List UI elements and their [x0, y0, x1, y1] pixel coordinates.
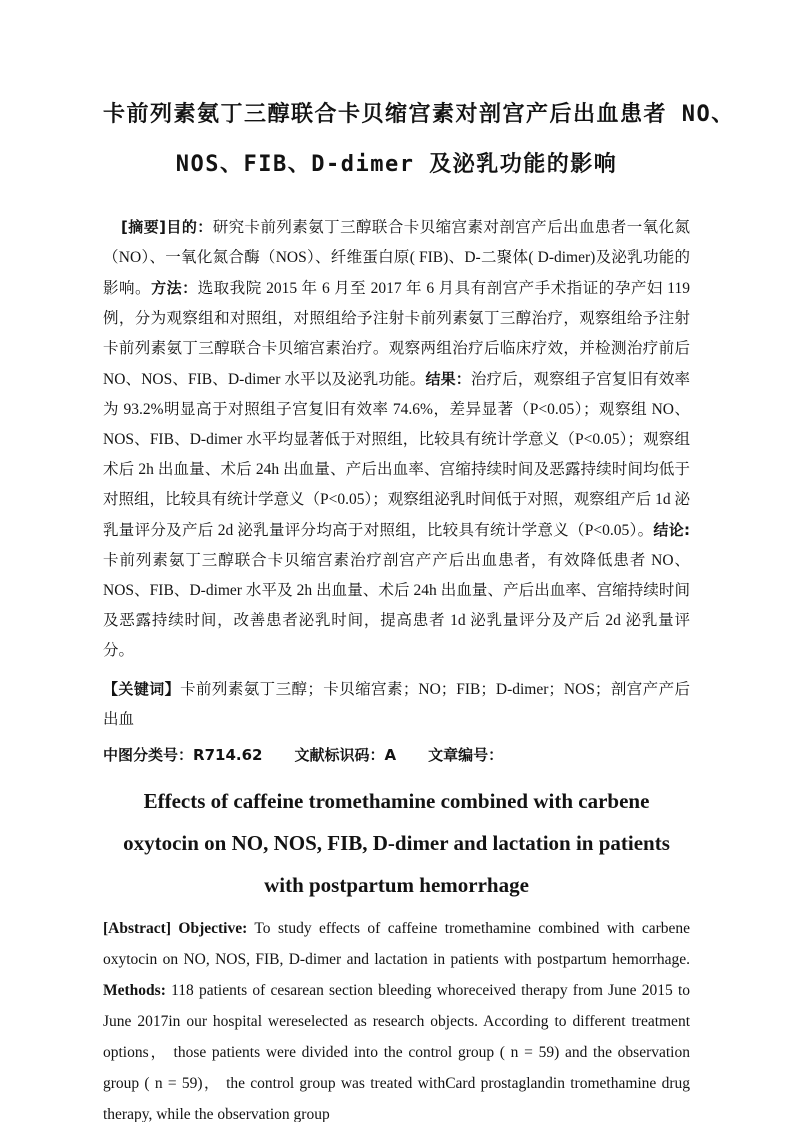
chinese-abstract	[103, 212, 690, 666]
abstract-zh-methods-label: 方法：	[151, 279, 198, 297]
chinese-title-line2: NOS、FIB、D-dimer 及泌乳功能的影响	[175, 152, 618, 177]
clc-number	[103, 746, 262, 764]
abstract-en-methods-label: Methods:	[103, 982, 166, 999]
article-number	[428, 746, 503, 764]
english-title: Effects of caffeine tromethamine combined with carbene oxytocin on NO, NOS, FIB, D-dimer and lactation in patients with postpartum hemorrhage	[123, 789, 670, 897]
keywords-line	[103, 674, 690, 735]
document-code	[294, 746, 396, 764]
abstract-en-methods-text: 118 patients of cesarean section bleeding whoreceived therapy from June 2015 to June 2017in our hospital wereselected as research objects. According to different treatment options， those patients were divided into the control group ( n = 59) and the observation group ( n = 59)， the control group was treated withCard prostaglandin tromethamine drug therapy, while the observation group	[103, 982, 690, 1122]
clc-number-label: 中图分类号：	[103, 746, 194, 764]
abstract-zh-conclusion-text: 卡前列素氨丁三醇联合卡贝缩宫素治疗剖宫产产后出血患者，有效降低患者 NO、NOS、FIB、D-dimer 水平及 2h 出血量、术后 24h 出血量、产后出血率、宫缩持续时间及恶露持续时间，改善患者泌乳时间，提高患者 1d 泌乳量评分及产后 2d 泌乳量评分。	[103, 552, 690, 659]
keywords-label: 【关键词】	[103, 680, 181, 698]
abstract-zh-conclusion-label: 结论:	[653, 521, 690, 539]
abstract-zh-methods-text: 选取我院 2015 年 6 月至 2017 年 6 月具有剖宫产手术指证的孕产妇 119 例，分为观察组和对照组，对照组给予注射卡前列素氨丁三醇治疗，观察组给予注射卡前列素氨丁三醇联合卡贝缩宫素治疗。观察两组治疗后临床疗效，并检测治疗前后 NO、NOS、FIB、D-dimer 水平以及泌乳功能。	[103, 280, 690, 388]
article-number-label: 文章编号：	[428, 746, 504, 764]
chinese-title	[103, 90, 735, 190]
abstract-en-objective-text: To study effects of caffeine tromethamine combined with carbene oxytocin on NO, NOS, FIB, D-dimer and lactation in patients with postpartum hemorrhage.	[103, 920, 690, 968]
abstract-zh-results-text: 治疗后，观察组子宫复旧有效率为 93.2%明显高于对照组子宫复旧有效率 74.6%，差异显著（P<0.05）；观察组 NO、NOS、FIB、D-dimer 水平均显著低于对照组，比较具有统计学意义（P<0.05）；观察组术后 2h 出血量、术后 24h 出血量、产后出血率、宫缩持续时间及恶露持续时间均低于对照组，比较具有统计学意义（P<0.05）；观察组泌乳时间低于对照，观察组产后 1d 泌乳量评分及产后 2d 泌乳量评分均高于对照组，比较具有统计学意义（P<0.05）。	[103, 371, 690, 539]
chinese-title-line1: 卡前列素氨丁三醇联合卡贝缩宫素对剖宫产后出血患者 NO、	[103, 102, 735, 127]
abstract-zh-objective-label: [摘要]目的：	[121, 218, 213, 236]
abstract-zh-results-label: 结果：	[425, 370, 471, 388]
clc-number-value: R714.62	[193, 746, 263, 764]
classification-line	[103, 740, 690, 770]
abstract-en-objective-label: [Abstract] Objective:	[103, 920, 248, 937]
english-abstract	[103, 913, 690, 1122]
abstract-zh-objective-text: 研究卡前列素氨丁三醇联合卡贝缩宫素对剖宫产后出血患者一氧化氮（NO）、一氧化氮合酶（NOS）、纤维蛋白原( FIB)、D-二聚体( D-dimer)及泌乳功能的影响。	[103, 219, 690, 297]
keywords-text: 卡前列素氨丁三醇；卡贝缩宫素；NO；FIB；D-dimer；NOS；剖宫产产后出血	[103, 681, 690, 728]
document-code-label: 文献标识码：	[294, 746, 385, 764]
document-code-value: A	[384, 746, 397, 764]
